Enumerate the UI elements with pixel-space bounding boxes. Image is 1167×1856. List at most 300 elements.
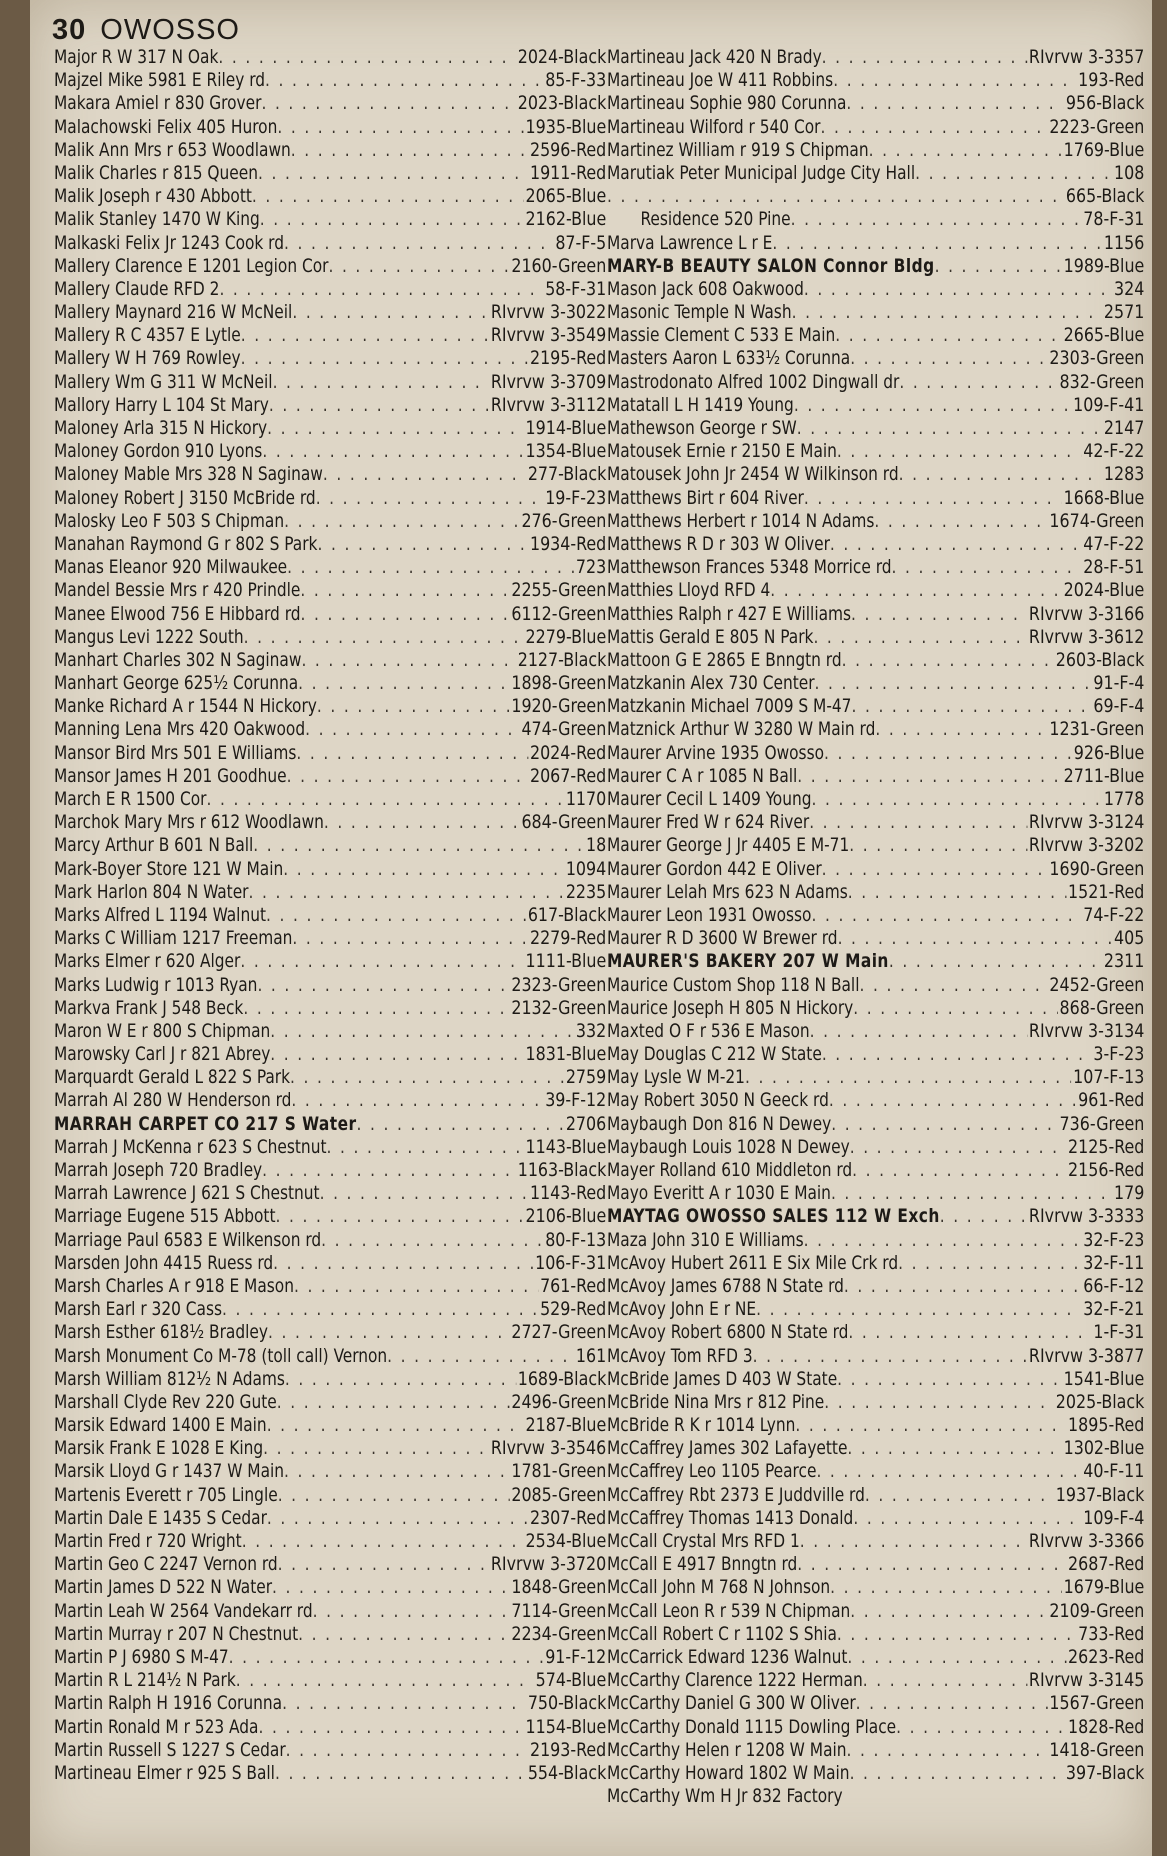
leader-dots [262,1159,516,1182]
leader-dots [291,1089,543,1112]
phone-number: 1674-Green [1049,509,1145,532]
listing-entry [54,1298,606,1321]
listing-name: Martin Ronald M r 523 Ada [54,1716,259,1738]
listing-entry [54,232,606,255]
listing-entry [54,858,606,881]
leader-dots [833,69,1076,92]
phone-number: 474-Green [521,718,607,741]
listing-entry [54,116,606,139]
leader-dots [244,626,524,649]
phone-number: 2023-Black [517,92,607,115]
phone-number: 40-F-11 [1083,1460,1145,1483]
phone-number: 1111-Blue [525,950,607,973]
listing-entry [54,208,606,231]
leader-dots [275,1205,523,1228]
leader-dots [243,997,509,1020]
leader-dots [935,255,1062,278]
leader-dots [296,742,528,765]
listing-entry [607,1507,1144,1530]
phone-number: 1911-Red [529,161,607,184]
leader-dots [284,510,519,533]
leader-dots [874,510,1047,533]
phone-number: 2085-Green [511,1483,607,1506]
listing-name: Masters Aaron L 633½ Corunna [607,348,851,370]
listing-name: Mallery Clarence E 1201 Legion Cor [54,255,329,277]
phone-number: 723 [575,556,607,579]
listing-entry [607,1345,1144,1368]
listing-name: Marcy Arthur B 601 N Ball [54,835,254,857]
listing-entry [54,1460,606,1483]
listing-entry [54,603,606,626]
listing-entry [607,1113,1144,1136]
listing-entry [54,510,606,533]
listing-name: McCaffrey James 302 Lafayette [607,1438,848,1460]
listing-name: Martenis Everett r 705 Lingle [54,1484,278,1506]
phone-number: 2279-Blue [525,625,607,648]
phone-number: 405 [1114,927,1145,950]
listing-name: Maurer George J Jr 4405 E M-71 [607,835,850,857]
listing-entry [54,811,606,834]
phone-number: 7114-Green [511,1599,607,1622]
phone-number: 1778 [1103,788,1145,810]
leader-dots [853,997,1057,1020]
phone-number: 3-F-23 [1093,1043,1145,1066]
phone-number: 2603-Black [1055,648,1145,671]
listing-name: Malachowski Felix 405 Huron [54,116,278,138]
leader-dots [290,1066,564,1089]
listing-name: McAvoy Tom RFD 3 [607,1345,753,1367]
listing-entry [607,765,1144,788]
leader-dots [847,1437,1061,1460]
listing-name: Matzkanin Michael 7009 S M-47 [607,696,852,718]
leader-dots [316,487,544,510]
phone-number: RIvrvw 3-3612 [1028,625,1145,648]
phone-number: 18 [586,834,607,857]
listing-entry [54,162,606,185]
phone-number: 2234-Green [511,1622,607,1645]
listing-entry [54,626,606,649]
listing-name: Manahan Raymond G r 802 S Park [54,533,318,555]
listing-entry [607,927,1144,950]
phone-number: 107-F-13 [1073,1066,1145,1089]
leader-dots [218,46,515,69]
phone-number: 2711-Blue [1063,764,1145,787]
phone-number: 2307-Red [529,1506,607,1529]
leader-dots [842,649,1054,672]
listing-name: Manhart George 625½ Corunna [54,673,299,695]
phone-number: 1567-Green [1049,1692,1145,1715]
listing-entry [607,347,1144,370]
listing-entry [54,1205,606,1228]
listing-name: May Douglas C 212 W State [607,1044,822,1066]
listing-name: Martin James D 522 N Water [54,1577,273,1599]
phone-number: 1156 [1103,231,1145,254]
leader-dots [317,533,528,556]
leader-dots [240,950,523,973]
listing-entry [54,301,606,324]
phone-number: 1690-Green [1049,857,1145,880]
leader-dots [270,1043,523,1066]
leader-dots [270,1020,574,1043]
listing-entry [54,1089,606,1112]
listing-entry [607,1692,1144,1715]
leader-dots [265,69,543,92]
listing-name: McCall Leon R r 539 N Chipman [607,1600,851,1622]
listing-entry [54,1692,606,1715]
phone-number: 179 [1114,1182,1145,1205]
listing-name: Martin Dale E 1435 S Cedar [54,1507,267,1529]
leader-dots [320,1182,529,1205]
phone-number: 926-Blue [1073,741,1145,764]
listing-name: Marsh Monument Co M-78 (toll call) Vernon [54,1345,388,1367]
listing-entry [607,695,1144,718]
page-header [52,14,240,47]
listing-entry [607,1414,1144,1437]
listing-name: Maloney Arla 315 N Hickory [54,418,268,439]
listing-name: Martineau Jack 420 N Brady [607,47,822,68]
leader-dots [745,1066,1071,1089]
leader-dots [837,440,1082,463]
listing-name: Marquardt Gerald L 822 S Park [54,1067,291,1089]
listing-entry [54,92,606,115]
leader-dots [822,46,1027,69]
phone-number: 1679-Blue [1063,1576,1145,1599]
listing-entry [607,232,1144,255]
listing-name: Mallery Maynard 216 W McNeil [54,302,293,324]
phone-number: 2759 [565,1066,607,1089]
listing-name: Mallery Wm G 311 W McNeil [54,371,273,393]
leader-dots [241,324,489,347]
listing-name: MARRAH CARPET CO 217 S Water [54,1113,357,1135]
listing-name: McCarthy Clarence 1222 Herman [607,1670,863,1692]
leader-dots [856,1692,1048,1715]
listing-entry [54,487,606,510]
right-column [607,46,1147,1808]
leader-dots [837,1368,1062,1391]
listing-name: McBride James D 403 W State [607,1368,838,1390]
listing-entry [54,1066,606,1089]
leader-dots [795,1414,1066,1437]
directory-page [30,0,1152,1856]
leader-dots [284,232,553,255]
listing-entry [607,1205,1144,1228]
leader-dots [822,1043,1092,1066]
leader-dots [820,116,1047,139]
listing-name: MAYTAG OWOSSO SALES 112 W Exch [607,1206,940,1228]
listing-name: Malosky Leo F 503 S Chipman [54,510,285,532]
phone-number: 529-Red [540,1298,607,1321]
listing-name: McBride R K r 1014 Lynn [607,1415,796,1437]
listing-entry [54,1159,606,1182]
leader-dots [291,139,528,162]
phone-number: 2496-Green [511,1390,607,1413]
listing-entry [607,579,1144,602]
phone-number: 1302-Blue [1063,1437,1145,1460]
listing-name: Martin Leah W 2564 Vandekarr rd [54,1600,313,1622]
listing-entry [54,579,606,602]
listing-entry [607,1229,1144,1252]
listing-name: Maurer Gordon 442 E Oliver [607,858,822,880]
listing-entry [54,1182,606,1205]
leader-dots [278,1484,510,1507]
leader-dots [301,603,510,626]
listing-name: McBride Nina Mrs r 812 Pine [607,1391,825,1413]
listing-name: Mathewson George r SW [607,418,797,439]
phone-number: RIvrvw 3-3709 [490,370,607,393]
listing-entry [54,1113,606,1136]
leader-dots [797,417,1102,440]
listing-entry [54,69,606,92]
phone-number: 161 [575,1344,607,1367]
leader-dots [292,927,528,950]
listing-name: McCarthy Helen r 1208 W Main [607,1739,847,1761]
listing-entry [607,487,1144,510]
phone-number: RIvrvw 3-3134 [1028,1019,1145,1042]
listing-entry [607,162,1144,185]
listing-entry [54,1391,606,1414]
listing-name: Matthies Lloyd RFD 4 [607,580,771,602]
leader-dots [278,1553,489,1576]
phone-number: 2125-Red [1068,1135,1145,1158]
leader-dots [847,1646,1066,1669]
phone-number: 1418-Green [1049,1738,1145,1761]
listing-name: Marsh Esther 618½ Bradley [54,1322,268,1344]
phone-number: 2255-Green [511,579,607,602]
listing-name: Matthews R D r 303 W Oliver [607,533,830,555]
leader-dots [283,858,564,881]
leader-dots [292,301,489,324]
listing-name: Martin R L 214½ N Park [54,1670,236,1692]
phone-number: 2706 [565,1112,607,1135]
listing-entry [607,556,1144,579]
listing-entry [54,1484,606,1507]
listing-name: McAvoy James 6788 N State rd [607,1275,844,1297]
listing-name: Manas Eleanor 920 Milwaukee [54,557,288,579]
phone-number: 2303-Green [1049,347,1145,370]
leader-dots [260,208,524,231]
phone-number: 2187-Blue [525,1414,607,1437]
listing-entry [54,765,606,788]
listing-name: Manee Elwood 756 E Hibbard rd [54,603,301,625]
phone-number: 617-Black [527,903,607,926]
listing-name: Matznick Arthur W 3280 W Main rd [607,719,876,741]
phone-number: 1094 [565,857,607,880]
leader-dots [850,1762,1064,1785]
phone-number: 684-Green [521,811,607,834]
leader-dots [851,603,1027,626]
phone-number: 32-F-23 [1083,1228,1145,1251]
listing-entry [54,556,606,579]
leader-dots [607,185,1064,208]
leader-dots [812,788,1103,811]
listing-entry [54,417,606,440]
listing-entry [607,1576,1144,1599]
listing-name: McCaffrey Leo 1105 Pearce [607,1461,817,1483]
phone-number: 761-Red [540,1274,607,1297]
phone-number: 750-Black [527,1692,607,1715]
listing-entry [54,533,606,556]
listing-entry [607,533,1144,556]
leader-dots [797,765,1061,788]
phone-number: 2596-Red [529,138,607,161]
leader-dots [262,440,523,463]
listing-name: Martin Russell S 1227 S Cedar [54,1739,286,1761]
listing-entry [54,463,606,486]
listing-entry [54,950,606,973]
phone-number: 1170 [565,788,607,810]
listing-name: Residence 520 Pine [640,209,791,231]
leader-dots [770,579,1061,602]
listing-name: Matatall L H 1419 Young [607,394,794,416]
listing-name: Matthews Herbert r 1014 N Adams [607,510,875,532]
listing-entry [54,1020,606,1043]
phone-number: 1668-Blue [1063,486,1145,509]
listing-name: Mallery R C 4357 E Lytle [54,325,241,347]
phone-number: 66-F-12 [1083,1274,1145,1297]
phone-number: 1914-Blue [525,417,607,439]
listing-name: Marrah J McKenna r 623 S Chestnut [54,1136,327,1158]
phone-number: 1934-Red [529,532,607,555]
leader-dots [252,185,524,208]
listing-entry [54,278,606,301]
leader-dots [889,950,1102,973]
listing-name: Marriage Eugene 515 Abbott [54,1206,276,1228]
phone-number: RIvrvw 3-3022 [490,301,607,324]
listing-entry [607,394,1144,417]
leader-dots [269,394,489,417]
listing-entry [607,1043,1144,1066]
listing-name: May Robert 3050 N Geeck rd [607,1090,829,1112]
listing-name: Marsden John 4415 Ruess rd [54,1252,274,1274]
listing-name: Matthewson Frances 5348 Morrice rd [607,557,892,579]
listing-entry [607,997,1144,1020]
listing-name: Maurer R D 3600 W Brewer rd [607,928,838,950]
listing-entry [54,881,606,904]
listing-name: Matthews Birt r 604 River [607,487,804,509]
listing-entry [607,69,1144,92]
listing-name: Marchok Mary Mrs r 612 Woodlawn [54,812,324,834]
listing-name: Marshall Clyde Rev 220 Gute [54,1391,277,1413]
listing-entry [54,1576,606,1599]
phone-number: RIvrvw 3-3112 [490,393,607,416]
leader-dots [869,139,1062,162]
phone-number: 277-Black [527,463,607,486]
phone-number: 2534-Blue [525,1530,607,1552]
phone-number: 1781-Green [511,1460,607,1483]
phone-number: 109-F-4 [1083,1506,1145,1529]
listing-name: Mattoon G E 2865 E Bnngtn rd [607,649,842,671]
listing-entry [54,695,606,718]
phone-number: 2195-Red [529,347,607,370]
listing-name: Matzkanin Alex 730 Center [607,673,815,695]
leader-dots [258,162,528,185]
listing-name: Matousek John Jr 2454 W Wilkinson rd [607,464,899,486]
phone-number: 2156-Red [1068,1159,1145,1181]
phone-number: 1283 [1103,463,1145,486]
listing-name: Marrah Lawrence J 621 S Chestnut [54,1183,320,1205]
listing-name: Mansor James H 201 Goodhue [54,765,287,787]
listing-name: Marsik Edward 1400 E Main [54,1415,267,1437]
listing-name: Matousek Ernie r 2150 E Main [607,441,837,463]
listing-name: McCall John M 768 N Johnson [607,1577,831,1599]
leader-dots [915,162,1112,185]
leader-dots [838,927,1113,950]
leader-dots [772,232,1102,255]
listing-entry [54,672,606,695]
phone-number: 1828-Red [1068,1715,1145,1738]
leader-dots [301,649,515,672]
phone-number: RIvrvw 3-3546 [490,1437,607,1460]
leader-dots [831,1182,1112,1205]
listing-name: May Lysle W M-21 [607,1067,745,1089]
listing-entry [607,672,1144,695]
phone-number: 58-F-31 [545,277,607,300]
listing-entry [607,278,1144,301]
listing-entry [54,742,606,765]
listing-name: Maurer Leon 1931 Owosso [607,904,812,926]
phone-number: 1935-Blue [525,115,607,138]
listing-entry [54,1275,606,1298]
listing-name: Massie Clement C 533 E Main [607,325,836,347]
leader-dots [267,1414,524,1437]
phone-number: 956-Black [1065,92,1145,115]
phone-number: 2311 [1103,950,1145,973]
listing-name: Mandel Bessie Mrs r 420 Prindle [54,580,301,602]
listing-entry [54,324,606,347]
listing-name: Maloney Gordon 910 Lyons [54,441,263,463]
leader-dots [387,1345,574,1368]
listing-entry [607,92,1144,115]
listing-entry [607,324,1144,347]
listing-name: Majzel Mike 5981 E Riley rd [54,70,266,92]
leader-dots [863,1669,1027,1692]
phone-number: 78-F-31 [1083,208,1145,231]
listing-name: Marsh William 812½ N Adams [54,1368,285,1390]
leader-dots [317,695,510,718]
leader-dots [206,788,563,811]
leader-dots [286,1739,528,1762]
listing-entry [54,440,606,463]
leader-dots [222,1298,538,1321]
leader-dots [273,1252,533,1275]
listing-entry [54,1321,606,1344]
listing-name: McCaffrey Thomas 1413 Donald [607,1507,854,1529]
phone-number: 69-F-4 [1093,695,1145,718]
listing-name: Manning Lena Mrs 420 Oakwood [54,719,306,741]
listing-entry [607,834,1144,857]
listing-entry [607,116,1144,139]
listing-entry [54,927,606,950]
listing-entry [54,1530,606,1553]
listing-entry [54,1646,606,1669]
phone-number: 397-Black [1065,1761,1145,1784]
listing-entry [607,904,1144,927]
listing-entry [607,1020,1144,1043]
leader-dots [263,1437,489,1460]
phone-number: 2279-Red [529,927,607,950]
listing-entry [607,1646,1144,1669]
phone-number: 2109-Green [1049,1599,1145,1622]
listing-name: Masonic Temple N Wash [607,302,792,324]
leader-dots [824,742,1072,765]
leader-dots [794,394,1071,417]
listing-entry [607,718,1144,741]
listing-name: McCall E 4917 Bnngtn rd [607,1554,798,1576]
listing-entry [607,1368,1144,1391]
listing-entry [607,185,1144,208]
phone-number: 87-F-5 [555,231,607,254]
listing-entry [607,881,1144,904]
